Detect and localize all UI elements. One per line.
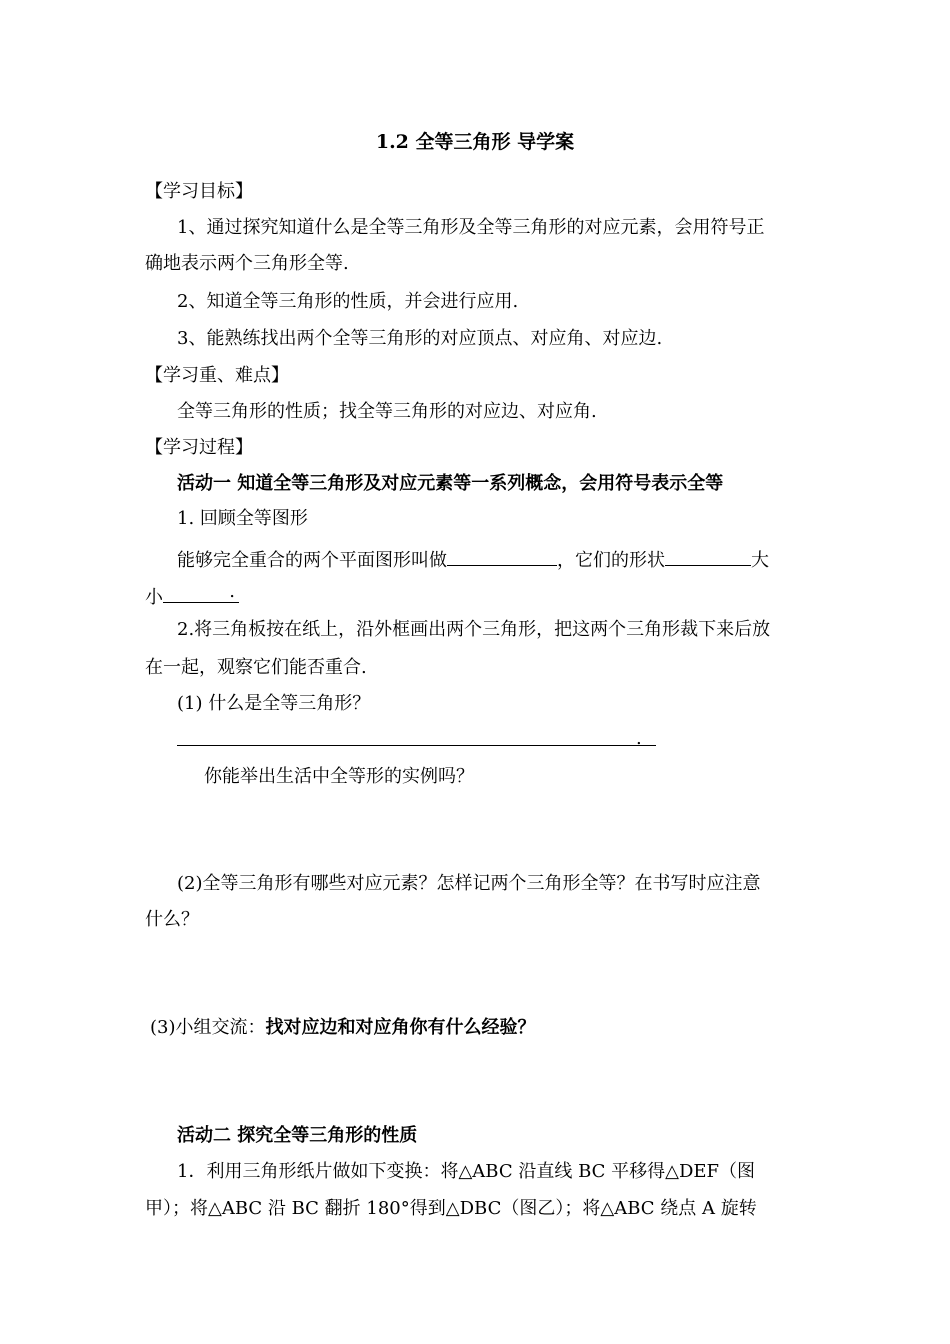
step-2-line-2: 在一起，观察它们能否重合. <box>145 657 367 678</box>
fill-blank-1[interactable] <box>447 545 557 566</box>
question-1-example: 你能举出生活中全等形的实例吗？ <box>204 766 474 787</box>
process-heading: 【学习过程】 <box>145 437 253 458</box>
review-text-b: ，它们的形状 <box>557 550 665 571</box>
keypoints-text: 全等三角形的性质；找全等三角形的对应边、对应角. <box>177 401 597 422</box>
review-text-c: 大 <box>751 550 769 571</box>
answer-line-1-period: . <box>636 728 642 749</box>
activity-2-heading: 活动二 探究全等三角形的性质 <box>177 1125 418 1146</box>
question-1: (1) 什么是全等三角形？ <box>177 693 371 714</box>
page-title: 1.2 全等三角形 导学案 <box>375 131 575 153</box>
objectives-heading: 【学习目标】 <box>145 181 253 202</box>
objective-2: 2、知道全等三角形的性质，并会进行应用. <box>177 291 519 312</box>
objective-1-line-2: 确地表示两个三角形全等. <box>145 253 349 274</box>
question-3 <box>150 1016 536 1040</box>
question-3-bold: 找对应边和对应角你有什么经验？ <box>265 1017 536 1038</box>
step-2-line-1: 2.将三角板按在纸上，沿外框画出两个三角形，把这两个三角形裁下来后放 <box>177 619 771 640</box>
review-text-a: 能够完全重合的两个平面图形叫做 <box>177 550 447 571</box>
question-3-prefix: (3)小组交流： <box>150 1017 266 1038</box>
answer-line-1[interactable] <box>177 745 656 746</box>
fill-blank-2[interactable] <box>665 545 751 566</box>
review-sentence <box>177 545 769 573</box>
review-sentence-cont <box>145 582 239 610</box>
question-2-line-1: (2)全等三角形有哪些对应元素？怎样记两个三角形全等？在书写时应注意 <box>177 873 761 894</box>
review-text-e: . <box>229 581 235 602</box>
question-2-line-2: 什么？ <box>145 909 199 930</box>
review-text-d: 小 <box>145 587 163 608</box>
objective-3: 3、能熟练找出两个全等三角形的对应顶点、对应角、对应边. <box>177 328 663 349</box>
keypoints-heading: 【学习重、难点】 <box>145 365 289 386</box>
activity-2-step-1-line-1: 1．利用三角形纸片做如下变换：将△ABC 沿直线 BC 平移得△DEF（图 <box>177 1161 756 1182</box>
objective-1-line-1: 1、通过探究知道什么是全等三角形及全等三角形的对应元素，会用符号正 <box>177 217 765 238</box>
activity-1-heading: 活动一 知道全等三角形及对应元素等一系列概念，会用符号表示全等 <box>177 473 724 494</box>
activity-2-step-1-line-2: 甲）；将△ABC 沿 BC 翻折 180°得到△DBC（图乙）；将△ABC 绕点 A 旋转 <box>145 1198 757 1219</box>
review-label: 1. 回顾全等图形 <box>177 508 308 529</box>
fill-blank-3[interactable] <box>163 582 239 603</box>
